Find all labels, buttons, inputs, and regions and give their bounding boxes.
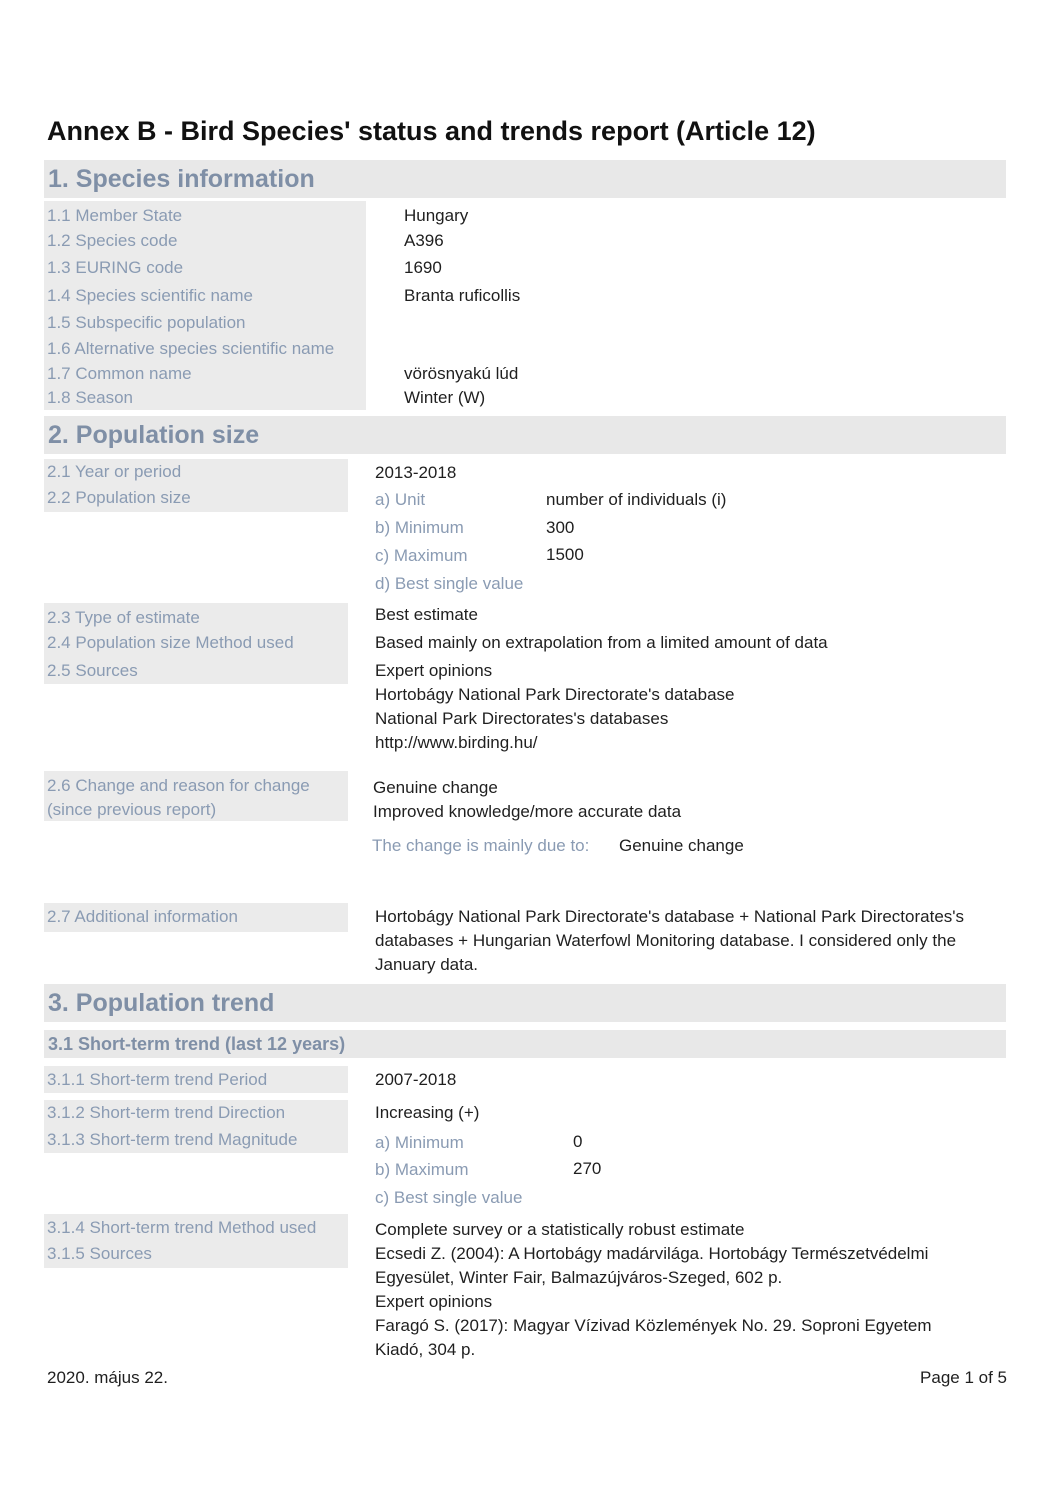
source-item: National Park Directorates's databases <box>375 709 669 728</box>
section-population-size <box>44 416 1006 454</box>
value-trend-period: 2007-2018 <box>375 1070 457 1089</box>
label-alternative-name: 1.6 Alternative species scientific name <box>47 339 335 358</box>
label-minimum: b) Minimum <box>375 518 464 537</box>
value-unit: number of individuals (i) <box>546 490 727 509</box>
label-trend-sources: 3.1.5 Sources <box>47 1244 152 1263</box>
value-trend-direction: Increasing (+) <box>375 1103 480 1122</box>
source-item: Hortobágy National Park Directorate's database <box>375 685 735 704</box>
source-item: http://www.birding.hu/ <box>375 733 538 752</box>
label-change-reason: 2.6 Change and reason for change <box>47 776 310 795</box>
label-euring-code: 1.3 EURING code <box>47 258 184 277</box>
source-item: Faragó S. (2017): Magyar Vízivad Közlemények No. 29. Soproni Egyetem Kiadó, 304 p. <box>375 1316 932 1359</box>
label-trend-minimum: a) Minimum <box>375 1133 464 1152</box>
section-species-information <box>44 160 1006 198</box>
value-type-of-estimate: Best estimate <box>375 605 478 624</box>
value-trend-method: Complete survey or a statistically robust estimate <box>375 1220 745 1239</box>
label-scientific-name: 1.4 Species scientific name <box>47 286 253 305</box>
value-season: Winter (W) <box>404 388 486 407</box>
label-season: 1.8 Season <box>47 388 134 407</box>
document-title: Annex B - Bird Species' status and trends report (Article 12) <box>47 116 816 146</box>
label-additional-information: 2.7 Additional information <box>47 907 238 926</box>
label-maximum: c) Maximum <box>375 546 468 565</box>
section-heading: 3. Population trend <box>48 989 275 1017</box>
value-species-code: A396 <box>404 231 444 250</box>
label-year-period: 2.1 Year or period <box>47 462 182 481</box>
footer-date: 2020. május 22. <box>47 1368 168 1387</box>
label-trend-best-value: c) Best single value <box>375 1188 523 1207</box>
source-item: Expert opinions <box>375 1292 493 1311</box>
label-population-size: 2.2 Population size <box>47 488 191 507</box>
source-item: Ecsedi Z. (2004): A Hortobágy madárvilága. Hortobágy Természetvédelmi Egyesület, Winter Fair, Balmazújváros-Szeged, 602 p. <box>375 1244 929 1287</box>
value-change-due-to: Genuine change <box>619 836 744 855</box>
label-trend-period: 3.1.1 Short-term trend Period <box>47 1070 268 1089</box>
section-heading: 1. Species information <box>48 165 315 193</box>
value-change: Genuine change <box>373 778 498 797</box>
value-euring-code: 1690 <box>404 258 442 277</box>
label-unit: a) Unit <box>375 490 426 509</box>
section-population-trend <box>44 984 1006 1022</box>
subsection-short-term-trend <box>44 1030 1006 1058</box>
footer-page-number: Page 1 of 5 <box>920 1368 1007 1387</box>
label-best-single-value: d) Best single value <box>375 574 524 593</box>
value-scientific-name: Branta ruficollis <box>404 286 521 305</box>
label-change-due-to: The change is mainly due to: <box>372 836 590 855</box>
label-sources: 2.5 Sources <box>47 661 138 680</box>
label-trend-method: 3.1.4 Short-term trend Method used <box>47 1218 317 1237</box>
value-method-used: Based mainly on extrapolation from a limited amount of data <box>375 633 828 652</box>
value-maximum: 1500 <box>546 545 584 564</box>
label-type-of-estimate: 2.3 Type of estimate <box>47 608 200 627</box>
value-change: Improved knowledge/more accurate data <box>373 802 682 821</box>
value-minimum: 300 <box>546 518 575 537</box>
source-item: Expert opinions <box>375 661 493 680</box>
value-trend-minimum: 0 <box>573 1132 583 1151</box>
value-common-name: vörösnyakú lúd <box>404 364 519 383</box>
label-common-name: 1.7 Common name <box>47 364 192 383</box>
label-species-code: 1.2 Species code <box>47 231 178 250</box>
label-change-reason-sub: (since previous report) <box>47 800 217 819</box>
label-subspecific-population: 1.5 Subspecific population <box>47 313 246 332</box>
value-additional-information: Hortobágy National Park Directorate's database + National Park Directorates's databases + Hungarian Waterfowl Monitoring database. I considered only the January data. <box>375 907 965 974</box>
label-trend-direction: 3.1.2 Short-term trend Direction <box>47 1103 286 1122</box>
value-trend-maximum: 270 <box>573 1159 602 1178</box>
label-member-state: 1.1 Member State <box>47 206 183 225</box>
value-member-state: Hungary <box>404 206 469 225</box>
label-trend-magnitude: 3.1.3 Short-term trend Magnitude <box>47 1130 298 1149</box>
value-year-period: 2013-2018 <box>375 463 457 482</box>
label-method-used: 2.4 Population size Method used <box>47 633 294 652</box>
label-trend-maximum: b) Maximum <box>375 1160 469 1179</box>
subsection-heading: 3.1 Short-term trend (last 12 years) <box>48 1034 346 1054</box>
section-heading: 2. Population size <box>48 421 260 449</box>
